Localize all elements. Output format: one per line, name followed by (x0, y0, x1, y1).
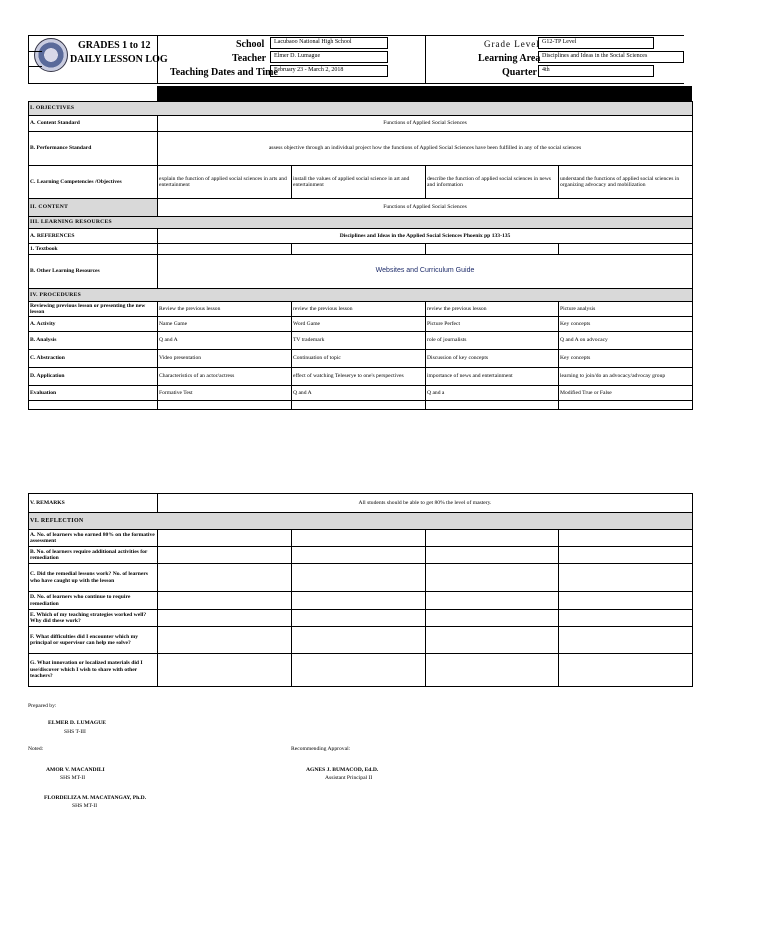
procedure-cell[interactable]: Q and a (426, 386, 559, 401)
procedure-cell[interactable]: importance of news and entertainment (426, 368, 559, 386)
noted-title: SHS MT-II (72, 803, 98, 809)
form-subtitle: DAILY LESSON LOG (70, 54, 168, 65)
content-standard-value[interactable]: Functions of Applied Social Sciences (158, 116, 693, 132)
procedure-label: C. Abstraction (29, 350, 158, 368)
performance-standard-row (29, 132, 693, 166)
procedure-cell[interactable]: review the previous lesson (426, 302, 559, 317)
competency-cell[interactable]: understand the functions of applied social sciences in organizing advocacy and mobilization (559, 166, 693, 199)
noted-title: SHS MT-II (60, 775, 86, 781)
textbook-cell[interactable] (158, 244, 292, 255)
remarks-row (29, 494, 693, 513)
blank-cell (559, 401, 693, 410)
reflection-cell[interactable] (292, 610, 426, 627)
reflection-row (29, 610, 693, 627)
reflection-row (29, 592, 693, 610)
school-label: School (236, 39, 265, 50)
textbook-cell[interactable] (292, 244, 426, 255)
other-resources-row (29, 255, 693, 289)
header-left-border (28, 35, 29, 83)
reflection-cell[interactable] (426, 654, 559, 687)
reflection-label: D. No. of learners who continue to require remediation (29, 592, 158, 610)
procedure-cell[interactable]: review the previous lesson (292, 302, 426, 317)
reflection-cell[interactable] (158, 654, 292, 687)
recommending-title: Assistant Principal II (325, 775, 373, 781)
learning-area-field[interactable]: Disciplines and Ideas in the Social Sciences (538, 51, 684, 63)
procedure-cell[interactable]: Q and A (158, 332, 292, 350)
reflection-cell[interactable] (559, 530, 693, 547)
reflection-row (29, 627, 693, 654)
procedure-row (29, 350, 693, 368)
competency-cell[interactable]: explain the function of applied social sciences in arts and entertainment (158, 166, 292, 199)
reflection-cell[interactable] (158, 592, 292, 610)
reflection-cell[interactable] (559, 564, 693, 592)
reflection-cell[interactable] (158, 564, 292, 592)
reflection-label: G. What innovation or localized materials did I use/discover which I wish to share with other teachers? (29, 654, 158, 687)
reflection-cell[interactable] (559, 610, 693, 627)
content-row (29, 199, 693, 217)
reflection-cell[interactable] (559, 654, 693, 687)
other-resources-value[interactable]: Websites and Curriculum Guide (158, 255, 693, 289)
reflection-cell[interactable] (426, 610, 559, 627)
competencies-row (29, 166, 693, 199)
reflection-cell[interactable] (158, 547, 292, 564)
reflection-cell[interactable] (426, 530, 559, 547)
reflection-cell[interactable] (292, 530, 426, 547)
textbook-cell[interactable] (559, 244, 693, 255)
quarter-field[interactable]: 4th (538, 65, 654, 77)
reflection-cell[interactable] (559, 627, 693, 654)
remarks-value[interactable]: All students should be able to get 80% the level of mastery. (158, 494, 693, 513)
textbook-row (29, 244, 693, 255)
teacher-field[interactable]: Elmer D. Lumague (270, 51, 388, 63)
blank-row (29, 401, 693, 410)
reflection-row (29, 654, 693, 687)
procedure-cell[interactable]: Key concepts (559, 350, 693, 368)
procedure-label: Reviewing previous lesson or presenting the new lesson (29, 302, 158, 317)
procedure-cell[interactable]: Picture Perfect (426, 317, 559, 332)
header-bottom-border (28, 83, 684, 84)
procedure-cell[interactable]: Key concepts (559, 317, 693, 332)
objectives-section-row (29, 102, 693, 116)
lesson-log-table (28, 101, 693, 410)
procedure-cell[interactable]: TV trademark (292, 332, 426, 350)
competencies-label: C. Learning Competencies /Objectives (29, 166, 158, 199)
procedure-cell[interactable]: learning to join/do an advocacy/advocay group (559, 368, 693, 386)
procedure-row (29, 386, 693, 401)
references-row (29, 229, 693, 244)
procedure-row (29, 302, 693, 317)
competency-cell[interactable]: install the values of applied social science in art and entertainment (292, 166, 426, 199)
procedure-cell[interactable]: effect of watching Teleserye to one's perspectives (292, 368, 426, 386)
blank-cell (292, 401, 426, 410)
reflection-cell[interactable] (426, 627, 559, 654)
procedure-label: D. Application (29, 368, 158, 386)
blank-cell (29, 401, 158, 410)
procedures-section-row (29, 289, 693, 302)
procedure-row (29, 317, 693, 332)
reflection-cell[interactable] (426, 564, 559, 592)
blank-cell (158, 401, 292, 410)
reflection-section-row (29, 513, 693, 530)
procedure-label: Evaluation (29, 386, 158, 401)
header-top-border (28, 35, 684, 36)
header-divider (425, 35, 426, 83)
prepared-by-label: Prepared by: (28, 703, 57, 709)
dates-field[interactable]: February 23 - March 2, 2018 (270, 65, 388, 77)
procedure-cell[interactable]: Characteristics of an actor/actress (158, 368, 292, 386)
procedures-heading: IV. PROCEDURES (29, 289, 693, 302)
procedure-cell[interactable]: Continuation of topic (292, 350, 426, 368)
procedure-label: A. Activity (29, 317, 158, 332)
procedure-label: B. Analysis (29, 332, 158, 350)
content-standard-label: A. Content Standard (29, 116, 158, 132)
reflection-cell[interactable] (292, 654, 426, 687)
header-tick (28, 51, 42, 52)
learning-area-label: Learning Area (478, 53, 541, 64)
header-black-band (157, 86, 692, 101)
grade-level-field[interactable]: G12-TP Level (538, 37, 654, 49)
references-value[interactable]: Disciplines and Ideas in the Applied Social Sciences Phoenix pp 133-135 (158, 229, 693, 244)
grade-level-label: Grade Level (484, 39, 540, 49)
reflection-cell[interactable] (158, 610, 292, 627)
reflection-row (29, 530, 693, 547)
remarks-label: V. REMARKS (29, 494, 158, 513)
resources-heading: III. LEARNING RESOURCES (29, 217, 693, 229)
reflection-cell[interactable] (158, 627, 292, 654)
reflection-cell[interactable] (426, 592, 559, 610)
reflection-label: A. No. of learners who earned 80% on the formative assessment (29, 530, 158, 547)
quarter-label: Quarter (502, 67, 537, 78)
reflection-cell[interactable] (158, 530, 292, 547)
content-standard-row (29, 116, 693, 132)
blank-cell (426, 401, 559, 410)
teacher-label: Teacher (232, 53, 267, 64)
school-field[interactable]: Lacubaoo National High School (270, 37, 388, 49)
other-resources-label: B. Other Learning Resources (29, 255, 158, 289)
reflection-heading: VI. REFLECTION (29, 513, 693, 530)
objectives-heading: I. OBJECTIVES (29, 102, 693, 116)
resources-section-row (29, 217, 693, 229)
prepared-by-title: SHS T-III (64, 729, 86, 735)
procedure-cell[interactable]: Review the previous lesson (158, 302, 292, 317)
procedure-row (29, 368, 693, 386)
reflection-cell[interactable] (426, 547, 559, 564)
reflection-table (28, 493, 693, 687)
performance-standard-value[interactable]: assess objective through an individual project how the functions of Applied Social Sciences have been fulfilled in any of the social sciences (158, 132, 693, 166)
reflection-cell[interactable] (292, 592, 426, 610)
procedure-cell[interactable]: Picture analysis (559, 302, 693, 317)
reflection-label: C. Did the remedial lessons work? No. of learners who have caught up with the lesson (29, 564, 158, 592)
procedure-cell[interactable]: Discussion of key concepts (426, 350, 559, 368)
recommending-name: AGNES J. BUMACOD, Ed.D. (306, 767, 379, 773)
noted-name: FLORDELIZA M. MACATANGAY, Ph.D. (44, 795, 147, 801)
content-value[interactable]: Functions of Applied Social Sciences (158, 199, 693, 217)
procedure-cell[interactable]: Q and A on advocacy (559, 332, 693, 350)
reflection-cell[interactable] (292, 627, 426, 654)
recommending-label: Recommending Approval: (291, 746, 351, 752)
procedure-cell[interactable]: Q and A (292, 386, 426, 401)
noted-label: Noted: (28, 746, 44, 752)
procedure-cell[interactable]: Formative Test (158, 386, 292, 401)
reflection-row (29, 564, 693, 592)
form-title: GRADES 1 to 12 (78, 40, 151, 51)
reflection-cell[interactable] (559, 547, 693, 564)
procedure-cell[interactable]: Name Game (158, 317, 292, 332)
procedure-row (29, 332, 693, 350)
references-label: A. REFERENCES (29, 229, 158, 244)
reflection-row (29, 547, 693, 564)
procedure-cell[interactable]: Video presentation (158, 350, 292, 368)
textbook-cell[interactable] (426, 244, 559, 255)
header-tick (28, 66, 42, 67)
procedure-cell[interactable]: Word Game (292, 317, 426, 332)
reflection-label: E. Which of my teaching strategies worked well? Why did these work? (29, 610, 158, 627)
performance-standard-label: B. Performance Standard (29, 132, 158, 166)
prepared-by-name: ELMER D. LUMAGUE (48, 720, 106, 726)
reflection-label: B. No. of learners require additional activities for remediation (29, 547, 158, 564)
noted-name: AMOR V. MACANDILI (46, 767, 105, 773)
reflection-cell[interactable] (559, 592, 693, 610)
reflection-cell[interactable] (292, 547, 426, 564)
content-heading: II. CONTENT (29, 199, 158, 217)
reflection-label: F. What difficulties did I encounter which my principal or supervisor can help me solve? (29, 627, 158, 654)
reflection-cell[interactable] (292, 564, 426, 592)
textbook-label: 1. Textbook (29, 244, 158, 255)
competency-cell[interactable]: describe the function of applied social sciences in news and information (426, 166, 559, 199)
procedure-cell[interactable]: Modified True or False (559, 386, 693, 401)
dates-label: Teaching Dates and Time (170, 67, 278, 78)
procedure-cell[interactable]: role of journalists (426, 332, 559, 350)
